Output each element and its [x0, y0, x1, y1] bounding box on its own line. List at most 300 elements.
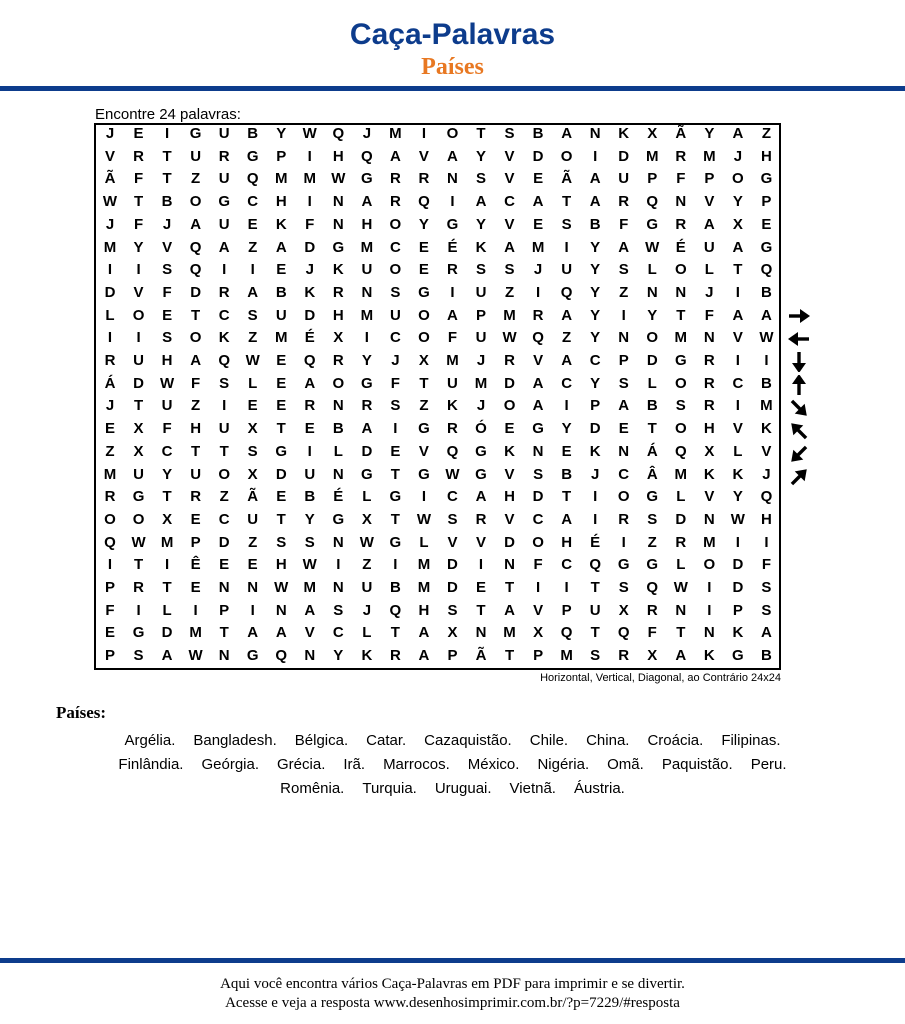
- grid-cell[interactable]: D: [304, 306, 316, 324]
- grid-cell[interactable]: E: [276, 261, 287, 279]
- grid-cell[interactable]: N: [589, 125, 601, 142]
- grid-cell[interactable]: A: [703, 215, 715, 233]
- grid-cell[interactable]: N: [332, 533, 344, 551]
- grid-cell[interactable]: N: [332, 397, 344, 415]
- grid-cell[interactable]: R: [332, 352, 344, 369]
- grid-cell[interactable]: P: [190, 533, 201, 551]
- grid-cell[interactable]: V: [504, 215, 515, 233]
- grid-cell[interactable]: J: [105, 397, 115, 415]
- grid-cell[interactable]: S: [618, 579, 629, 596]
- grid-cell[interactable]: K: [703, 465, 715, 483]
- grid-cell[interactable]: X: [732, 215, 743, 233]
- grid-cell[interactable]: M: [274, 329, 288, 347]
- grid-cell[interactable]: R: [703, 374, 715, 392]
- grid-cell[interactable]: X: [618, 601, 629, 619]
- grid-cell[interactable]: G: [646, 488, 659, 506]
- grid-cell[interactable]: Z: [647, 533, 657, 551]
- grid-cell[interactable]: I: [107, 261, 113, 279]
- grid-cell[interactable]: D: [304, 238, 316, 256]
- grid-cell[interactable]: I: [107, 329, 113, 347]
- grid-cell[interactable]: S: [247, 442, 258, 460]
- grid-cell[interactable]: Á: [646, 442, 658, 460]
- grid-cell[interactable]: F: [105, 601, 115, 619]
- grid-cell[interactable]: O: [132, 306, 145, 324]
- grid-cell[interactable]: É: [675, 238, 686, 256]
- grid-cell[interactable]: Ã: [675, 125, 687, 142]
- grid-cell[interactable]: T: [276, 420, 286, 438]
- grid-cell[interactable]: G: [732, 647, 744, 665]
- grid-cell[interactable]: R: [703, 352, 715, 369]
- grid-cell[interactable]: G: [646, 556, 659, 574]
- grid-cell[interactable]: B: [389, 579, 401, 596]
- grid-cell[interactable]: I: [564, 579, 569, 596]
- grid-cell[interactable]: L: [362, 488, 372, 506]
- grid-cell[interactable]: U: [247, 510, 259, 528]
- grid-cell[interactable]: X: [247, 420, 258, 438]
- grid-cell[interactable]: Y: [276, 125, 287, 142]
- grid-cell[interactable]: P: [618, 352, 629, 369]
- grid-cell[interactable]: Ã: [475, 647, 487, 665]
- grid-cell[interactable]: U: [389, 306, 401, 324]
- grid-cell[interactable]: P: [104, 647, 115, 665]
- grid-cell[interactable]: A: [361, 420, 373, 438]
- grid-cell[interactable]: I: [593, 147, 598, 165]
- grid-cell[interactable]: D: [732, 579, 744, 596]
- grid-cell[interactable]: I: [107, 556, 113, 574]
- grid-cell[interactable]: N: [703, 510, 715, 528]
- grid-cell[interactable]: L: [647, 374, 657, 392]
- grid-cell[interactable]: G: [418, 420, 430, 438]
- grid-cell[interactable]: N: [304, 647, 316, 665]
- grid-cell[interactable]: A: [418, 647, 430, 665]
- grid-cell[interactable]: B: [304, 488, 316, 506]
- grid-cell[interactable]: H: [504, 488, 515, 506]
- grid-cell[interactable]: T: [419, 374, 429, 392]
- grid-cell[interactable]: G: [275, 442, 288, 460]
- grid-cell[interactable]: K: [760, 420, 772, 438]
- grid-cell[interactable]: R: [361, 397, 373, 415]
- grid-cell[interactable]: M: [274, 170, 288, 188]
- grid-cell[interactable]: H: [361, 215, 373, 233]
- grid-cell[interactable]: P: [276, 147, 287, 165]
- grid-cell[interactable]: A: [618, 397, 630, 415]
- grid-cell[interactable]: I: [593, 510, 598, 528]
- grid-cell[interactable]: A: [675, 647, 687, 665]
- grid-cell[interactable]: S: [761, 601, 772, 619]
- grid-cell[interactable]: L: [676, 556, 686, 574]
- grid-cell[interactable]: I: [393, 556, 398, 574]
- grid-cell[interactable]: R: [475, 510, 487, 528]
- grid-cell[interactable]: C: [218, 510, 230, 528]
- grid-cell[interactable]: Z: [419, 397, 429, 415]
- grid-cell[interactable]: R: [418, 170, 430, 188]
- grid-cell[interactable]: J: [391, 352, 400, 369]
- grid-cell[interactable]: P: [704, 170, 715, 188]
- grid-cell[interactable]: B: [760, 374, 772, 392]
- grid-cell[interactable]: T: [219, 624, 229, 642]
- grid-cell[interactable]: Z: [248, 329, 258, 347]
- grid-cell[interactable]: R: [532, 306, 544, 324]
- grid-cell[interactable]: J: [162, 215, 172, 233]
- grid-cell[interactable]: E: [276, 488, 287, 506]
- grid-cell[interactable]: Ó: [475, 420, 487, 438]
- grid-cell[interactable]: X: [647, 125, 658, 142]
- grid-cell[interactable]: T: [676, 624, 686, 642]
- grid-cell[interactable]: I: [421, 488, 427, 506]
- grid-cell[interactable]: E: [190, 510, 201, 528]
- grid-cell[interactable]: K: [732, 624, 744, 642]
- grid-cell[interactable]: R: [104, 488, 116, 506]
- grid-cell[interactable]: Z: [219, 488, 229, 506]
- grid-cell[interactable]: J: [105, 125, 115, 142]
- grid-cell[interactable]: S: [675, 397, 686, 415]
- grid-cell[interactable]: M: [160, 533, 174, 551]
- grid-cell[interactable]: J: [591, 465, 600, 483]
- grid-cell[interactable]: U: [133, 465, 144, 483]
- grid-cell[interactable]: Q: [189, 238, 202, 256]
- grid-cell[interactable]: C: [332, 624, 344, 642]
- grid-cell[interactable]: Y: [561, 420, 572, 438]
- grid-cell[interactable]: G: [189, 125, 202, 142]
- grid-cell[interactable]: C: [161, 442, 173, 460]
- grid-cell[interactable]: P: [647, 170, 658, 188]
- grid-cell[interactable]: I: [136, 601, 141, 619]
- grid-cell[interactable]: J: [305, 261, 314, 279]
- grid-cell[interactable]: D: [161, 624, 173, 642]
- grid-cell[interactable]: I: [564, 397, 569, 415]
- grid-cell[interactable]: T: [276, 510, 286, 528]
- grid-cell[interactable]: F: [447, 329, 458, 347]
- grid-cell[interactable]: F: [191, 374, 201, 392]
- grid-cell[interactable]: U: [218, 215, 230, 233]
- grid-cell[interactable]: M: [417, 556, 431, 574]
- grid-cell[interactable]: R: [104, 352, 116, 369]
- grid-cell[interactable]: F: [305, 215, 315, 233]
- grid-cell[interactable]: D: [218, 533, 230, 551]
- grid-cell[interactable]: I: [536, 579, 541, 596]
- grid-cell[interactable]: O: [503, 397, 516, 415]
- grid-cell[interactable]: T: [647, 420, 657, 438]
- grid-cell[interactable]: E: [504, 420, 515, 438]
- grid-cell[interactable]: T: [562, 488, 572, 506]
- grid-cell[interactable]: Q: [104, 533, 116, 551]
- grid-cell[interactable]: N: [218, 647, 230, 665]
- grid-cell[interactable]: I: [621, 533, 626, 551]
- grid-cell[interactable]: E: [476, 579, 487, 596]
- grid-cell[interactable]: V: [732, 420, 743, 438]
- grid-cell[interactable]: A: [589, 193, 601, 211]
- grid-cell[interactable]: I: [250, 261, 255, 279]
- grid-cell[interactable]: R: [675, 147, 687, 165]
- grid-cell[interactable]: Ê: [190, 556, 201, 574]
- grid-cell[interactable]: N: [646, 283, 658, 301]
- grid-cell[interactable]: G: [361, 374, 373, 392]
- grid-cell[interactable]: I: [136, 261, 141, 279]
- grid-cell[interactable]: Q: [389, 601, 402, 619]
- grid-cell[interactable]: P: [447, 647, 458, 665]
- grid-cell[interactable]: V: [504, 465, 515, 483]
- grid-cell[interactable]: T: [133, 193, 144, 211]
- grid-cell[interactable]: Y: [476, 147, 487, 165]
- grid-cell[interactable]: X: [418, 352, 429, 369]
- grid-cell[interactable]: P: [732, 601, 743, 619]
- grid-cell[interactable]: D: [361, 442, 373, 460]
- grid-cell[interactable]: V: [418, 442, 429, 460]
- grid-cell[interactable]: P: [561, 601, 572, 619]
- grid-cell[interactable]: M: [303, 170, 317, 188]
- grid-cell[interactable]: O: [418, 329, 430, 347]
- grid-cell[interactable]: B: [589, 215, 601, 233]
- grid-cell[interactable]: Q: [246, 170, 259, 188]
- grid-cell[interactable]: N: [275, 601, 287, 619]
- grid-cell[interactable]: H: [190, 420, 202, 438]
- grid-cell[interactable]: D: [447, 556, 458, 574]
- grid-cell[interactable]: T: [133, 556, 144, 574]
- grid-cell[interactable]: N: [361, 283, 373, 301]
- grid-cell[interactable]: G: [332, 510, 345, 528]
- grid-cell[interactable]: G: [332, 238, 345, 256]
- grid-cell[interactable]: Ã: [247, 488, 259, 506]
- grid-cell[interactable]: D: [133, 374, 144, 392]
- grid-cell[interactable]: K: [332, 261, 344, 279]
- grid-cell[interactable]: E: [133, 125, 144, 142]
- grid-cell[interactable]: L: [362, 624, 372, 642]
- grid-cell[interactable]: N: [332, 193, 344, 211]
- grid-cell[interactable]: X: [333, 329, 344, 347]
- grid-cell[interactable]: O: [560, 147, 573, 165]
- grid-cell[interactable]: D: [532, 147, 544, 165]
- grid-cell[interactable]: I: [735, 397, 740, 415]
- grid-cell[interactable]: X: [133, 442, 144, 460]
- grid-cell[interactable]: L: [647, 261, 657, 279]
- grid-cell[interactable]: F: [676, 170, 686, 188]
- grid-cell[interactable]: T: [133, 397, 144, 415]
- grid-cell[interactable]: F: [647, 624, 657, 642]
- grid-cell[interactable]: Q: [218, 352, 230, 369]
- grid-cell[interactable]: V: [761, 442, 772, 460]
- grid-cell[interactable]: Z: [362, 556, 372, 574]
- grid-cell[interactable]: A: [304, 374, 316, 392]
- grid-cell[interactable]: D: [532, 488, 544, 506]
- grid-cell[interactable]: W: [102, 193, 118, 211]
- grid-cell[interactable]: O: [218, 465, 230, 483]
- grid-cell[interactable]: Z: [105, 442, 115, 460]
- grid-cell[interactable]: Y: [476, 215, 487, 233]
- grid-cell[interactable]: G: [418, 465, 430, 483]
- grid-cell[interactable]: H: [561, 533, 573, 551]
- grid-cell[interactable]: G: [760, 170, 773, 188]
- grid-cell[interactable]: I: [735, 352, 740, 369]
- grid-cell[interactable]: M: [389, 125, 402, 142]
- grid-cell[interactable]: M: [474, 374, 488, 392]
- grid-cell[interactable]: R: [304, 397, 316, 415]
- grid-cell[interactable]: A: [618, 238, 630, 256]
- grid-cell[interactable]: R: [133, 147, 144, 165]
- grid-cell[interactable]: U: [475, 329, 487, 347]
- grid-cell[interactable]: J: [733, 147, 743, 165]
- grid-cell[interactable]: C: [389, 238, 401, 256]
- grid-cell[interactable]: O: [189, 193, 202, 211]
- grid-cell[interactable]: M: [360, 238, 374, 256]
- grid-cell[interactable]: S: [276, 533, 287, 551]
- grid-cell[interactable]: R: [218, 147, 230, 165]
- grid-cell[interactable]: Q: [560, 283, 573, 301]
- grid-cell[interactable]: K: [504, 442, 515, 460]
- grid-cell[interactable]: I: [621, 306, 626, 324]
- grid-cell[interactable]: A: [732, 125, 744, 142]
- grid-cell[interactable]: E: [418, 261, 429, 279]
- grid-cell[interactable]: C: [589, 352, 601, 369]
- grid-cell[interactable]: S: [162, 261, 173, 279]
- grid-cell[interactable]: V: [304, 624, 315, 642]
- grid-cell[interactable]: K: [703, 647, 715, 665]
- grid-cell[interactable]: I: [307, 193, 312, 211]
- grid-cell[interactable]: M: [674, 465, 688, 483]
- grid-cell[interactable]: O: [418, 306, 430, 324]
- grid-cell[interactable]: I: [564, 238, 569, 256]
- grid-cell[interactable]: B: [760, 283, 772, 301]
- grid-cell[interactable]: O: [104, 510, 116, 528]
- grid-cell[interactable]: L: [248, 374, 258, 392]
- grid-cell[interactable]: V: [533, 352, 544, 369]
- grid-cell[interactable]: F: [133, 215, 144, 233]
- grid-cell[interactable]: J: [533, 261, 543, 279]
- grid-cell[interactable]: L: [733, 442, 743, 460]
- grid-cell[interactable]: K: [361, 647, 373, 665]
- grid-cell[interactable]: E: [418, 238, 429, 256]
- grid-cell[interactable]: H: [703, 420, 715, 438]
- grid-cell[interactable]: D: [447, 579, 458, 596]
- grid-cell[interactable]: R: [618, 647, 630, 665]
- grid-cell[interactable]: I: [735, 533, 740, 551]
- grid-cell[interactable]: S: [133, 647, 144, 665]
- grid-cell[interactable]: E: [190, 579, 201, 596]
- grid-cell[interactable]: T: [733, 261, 743, 279]
- grid-cell[interactable]: O: [674, 261, 687, 279]
- grid-cell[interactable]: E: [247, 556, 258, 574]
- grid-cell[interactable]: A: [760, 306, 772, 324]
- grid-cell[interactable]: T: [191, 306, 201, 324]
- grid-cell[interactable]: U: [561, 261, 573, 279]
- grid-cell[interactable]: A: [532, 193, 544, 211]
- grid-cell[interactable]: T: [390, 465, 400, 483]
- grid-cell[interactable]: B: [561, 465, 573, 483]
- grid-cell[interactable]: A: [589, 170, 601, 188]
- grid-cell[interactable]: I: [136, 329, 141, 347]
- grid-cell[interactable]: E: [533, 215, 544, 233]
- grid-cell[interactable]: A: [760, 624, 772, 642]
- grid-cell[interactable]: I: [164, 556, 170, 574]
- grid-cell[interactable]: V: [704, 488, 715, 506]
- grid-cell[interactable]: R: [447, 420, 458, 438]
- grid-cell[interactable]: N: [618, 442, 630, 460]
- grid-cell[interactable]: B: [161, 193, 173, 211]
- grid-cell[interactable]: Ã: [561, 170, 573, 188]
- grid-cell[interactable]: D: [275, 465, 287, 483]
- grid-cell[interactable]: G: [389, 533, 402, 551]
- grid-cell[interactable]: Z: [562, 329, 572, 347]
- grid-cell[interactable]: E: [247, 215, 258, 233]
- grid-cell[interactable]: S: [590, 647, 601, 665]
- grid-cell[interactable]: N: [332, 465, 344, 483]
- grid-cell[interactable]: M: [446, 352, 459, 369]
- grid-cell[interactable]: H: [275, 193, 287, 211]
- grid-cell[interactable]: S: [447, 601, 458, 619]
- grid-cell[interactable]: M: [103, 238, 117, 256]
- grid-cell[interactable]: Y: [418, 215, 429, 233]
- grid-cell[interactable]: F: [390, 374, 400, 392]
- grid-cell[interactable]: E: [276, 397, 287, 415]
- grid-cell[interactable]: J: [362, 125, 372, 142]
- grid-cell[interactable]: Ã: [104, 170, 116, 188]
- grid-cell[interactable]: V: [732, 329, 743, 347]
- grid-cell[interactable]: T: [162, 579, 172, 596]
- grid-cell[interactable]: N: [532, 442, 544, 460]
- grid-cell[interactable]: I: [450, 193, 455, 211]
- grid-cell[interactable]: F: [619, 215, 629, 233]
- grid-cell[interactable]: I: [307, 147, 312, 165]
- grid-cell[interactable]: D: [618, 147, 630, 165]
- grid-cell[interactable]: K: [304, 283, 316, 301]
- grid-cell[interactable]: G: [760, 238, 773, 256]
- grid-cell[interactable]: B: [332, 420, 344, 438]
- grid-cell[interactable]: U: [361, 261, 373, 279]
- grid-cell[interactable]: N: [703, 329, 715, 347]
- grid-cell[interactable]: I: [393, 420, 398, 438]
- grid-cell[interactable]: R: [646, 601, 658, 619]
- grid-cell[interactable]: S: [304, 533, 315, 551]
- grid-cell[interactable]: M: [503, 306, 516, 324]
- grid-cell[interactable]: R: [504, 352, 515, 369]
- grid-cell[interactable]: Y: [590, 306, 601, 324]
- grid-cell[interactable]: A: [247, 624, 259, 642]
- grid-cell[interactable]: L: [333, 442, 343, 460]
- grid-cell[interactable]: C: [618, 465, 630, 483]
- grid-cell[interactable]: C: [504, 193, 515, 211]
- grid-cell[interactable]: G: [361, 170, 373, 188]
- grid-cell[interactable]: I: [364, 329, 369, 347]
- grid-cell[interactable]: T: [676, 306, 686, 324]
- grid-cell[interactable]: D: [646, 352, 658, 369]
- grid-cell[interactable]: D: [504, 374, 515, 392]
- grid-cell[interactable]: T: [162, 170, 172, 188]
- grid-cell[interactable]: S: [247, 306, 258, 324]
- grid-cell[interactable]: Q: [446, 442, 459, 460]
- grid-cell[interactable]: U: [361, 579, 373, 596]
- grid-cell[interactable]: W: [445, 465, 460, 483]
- grid-cell[interactable]: M: [303, 579, 317, 596]
- grid-cell[interactable]: Z: [248, 533, 258, 551]
- grid-cell[interactable]: I: [250, 601, 255, 619]
- grid-cell[interactable]: W: [188, 647, 203, 665]
- grid-cell[interactable]: G: [475, 442, 487, 460]
- grid-cell[interactable]: W: [416, 510, 432, 528]
- grid-cell[interactable]: S: [476, 170, 487, 188]
- grid-cell[interactable]: A: [504, 238, 515, 256]
- grid-cell[interactable]: A: [532, 397, 544, 415]
- grid-cell[interactable]: A: [418, 624, 430, 642]
- grid-cell[interactable]: S: [533, 465, 544, 483]
- grid-cell[interactable]: E: [561, 442, 572, 460]
- grid-cell[interactable]: G: [132, 624, 145, 642]
- grid-cell[interactable]: U: [275, 306, 287, 324]
- grid-cell[interactable]: R: [133, 579, 144, 596]
- grid-cell[interactable]: I: [336, 556, 341, 574]
- grid-cell[interactable]: V: [504, 510, 515, 528]
- grid-cell[interactable]: Q: [303, 352, 316, 369]
- grid-cell[interactable]: Q: [361, 147, 373, 165]
- grid-cell[interactable]: U: [133, 352, 144, 369]
